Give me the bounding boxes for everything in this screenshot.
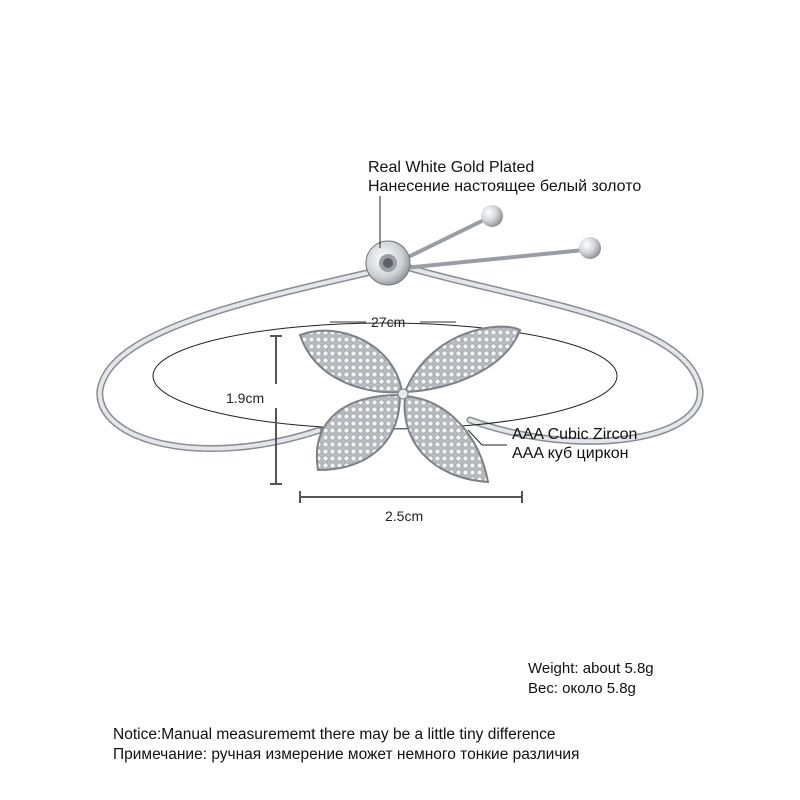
stone-label-en: AAA Cubic Zircon: [512, 426, 638, 443]
weight-label-en: Weight: about 5.8g: [528, 660, 654, 677]
end-ball-right: [579, 237, 601, 259]
height-label: 1.9cm: [226, 390, 265, 406]
weight-label: [528, 660, 654, 700]
notice-text-ru: Примечание: ручная измерение может немного тонкие различия: [113, 746, 580, 763]
height-dimension-line: [270, 336, 282, 484]
weight-label-ru: Вес: около 5.8g: [528, 680, 636, 697]
slider-bead: [366, 241, 410, 285]
width-label: 27cm: [371, 314, 406, 330]
length-dimension-line: [300, 491, 522, 503]
flower-pendant: [300, 327, 520, 482]
end-ball-top: [481, 205, 503, 227]
stone-label-ru: AAA куб циркон: [512, 445, 629, 462]
stone-label: [512, 425, 637, 463]
plating-label-en: Real White Gold Plated: [368, 159, 535, 176]
length-label: 2.5cm: [385, 508, 424, 524]
plating-label: [368, 158, 641, 196]
plating-label-ru: Нанесение настоящее белый золото: [368, 178, 642, 195]
notice-text-en: Notice:Manual measurememt there may be a little tiny difference: [113, 726, 556, 743]
notice-text: [113, 726, 579, 766]
